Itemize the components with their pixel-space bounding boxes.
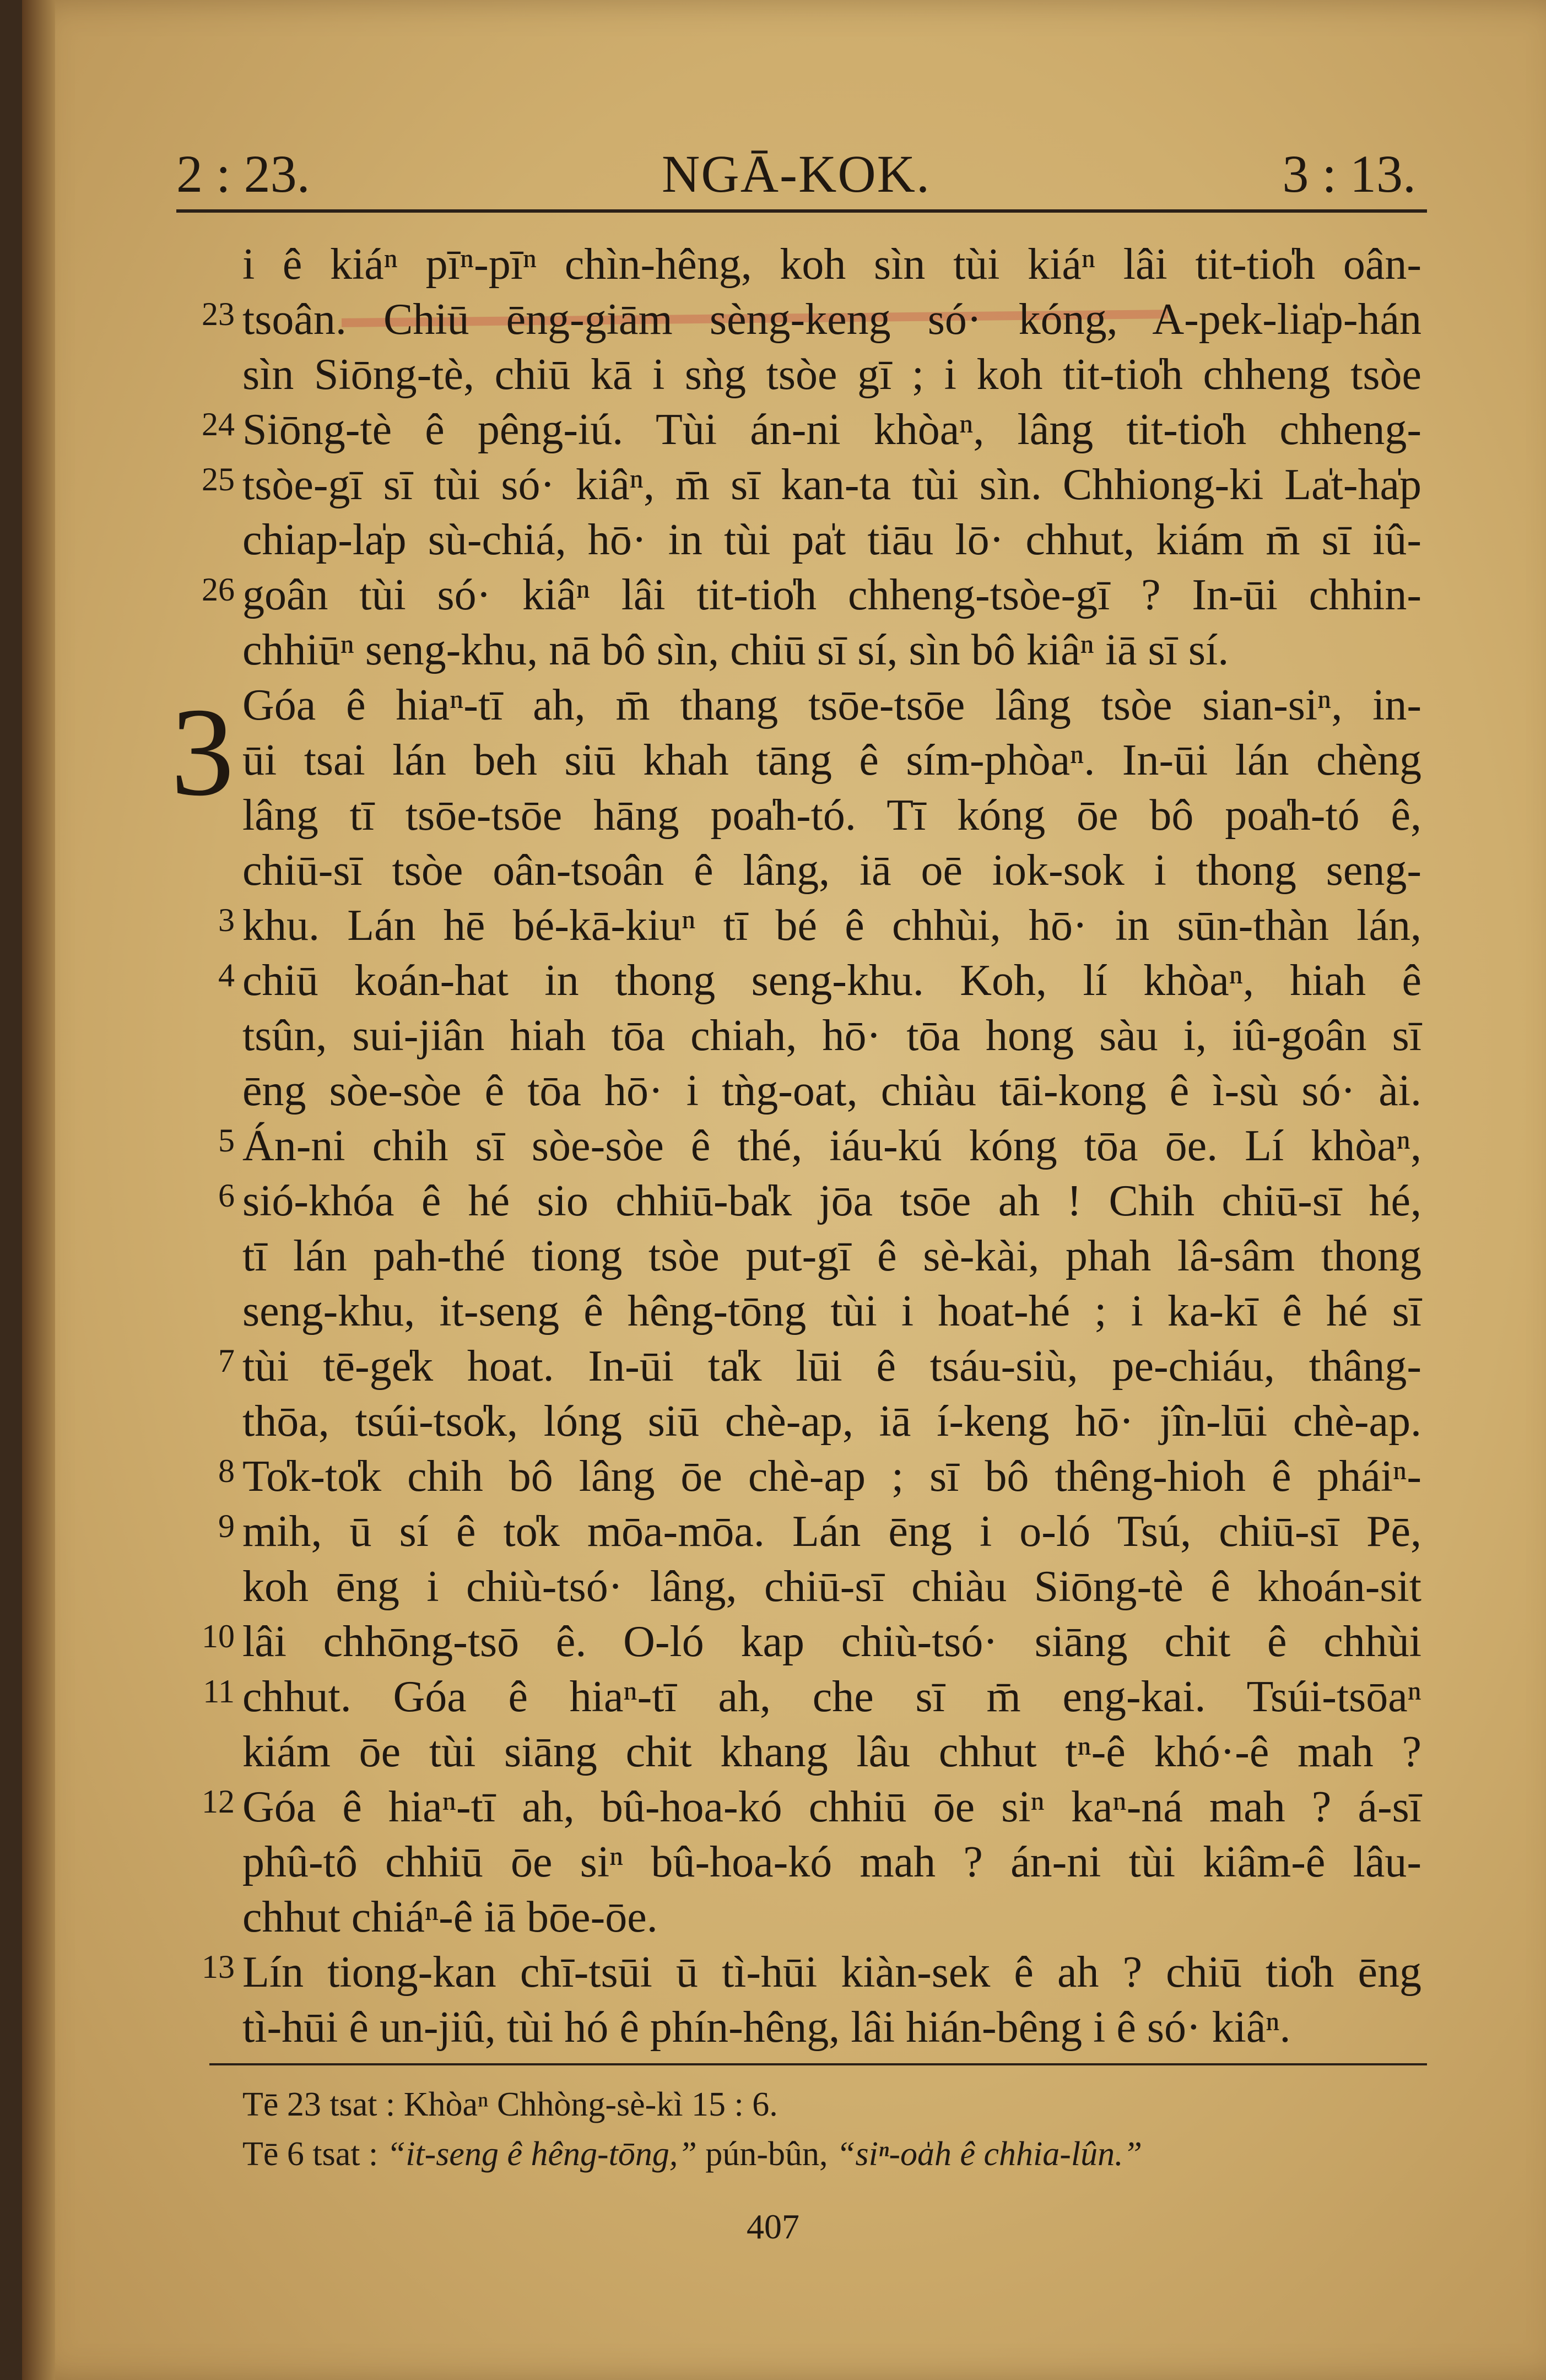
- header-right-reference: 3 : 13.: [1282, 144, 1416, 203]
- line-text: tùi tē-ge̍k hoat. In-ūi ta̍k lūi ê tsáu-siù, pe-chiáu, thâng-: [242, 1342, 1421, 1391]
- chapter-number: 3: [171, 681, 234, 822]
- text-line: [242, 733, 1421, 788]
- line-text: lâng tī tsōe-tsōe hāng poa̍h-tó. Tī kóng ōe bô poa̍h-tó ê,: [242, 791, 1421, 840]
- verse-number: 9: [218, 1508, 235, 1544]
- text-line: [242, 1724, 1421, 1779]
- line-text: tsòe-gī sī tùi só· kiâⁿ, m̄ sī kan-ta tùi sìn. Chhiong-ki La̍t-ha̍p: [242, 461, 1421, 509]
- line-text: Góa ê hiaⁿ-tī ah, bû-hoa-kó chhiū ōe siⁿ kaⁿ-ná mah ? á-sī: [242, 1783, 1421, 1831]
- text-line: [202, 292, 1421, 347]
- line-text: goân tùi só· kiâⁿ lâi tit-tio̍h chheng-tsòe-gī ? In-ūi chhin-: [242, 571, 1421, 619]
- line-text: chiū koán-hat in thong seng-khu. Koh, lí khòaⁿ, hiah ê: [242, 956, 1421, 1005]
- line-text: tì-hūi ê un-jiû, tùi hó ê phín-hêng, lâi hián-bêng i ê só· kiâⁿ.: [242, 2003, 1291, 2052]
- verse-number: 12: [202, 1783, 235, 1820]
- line-text: phû-tô chhiū ōe siⁿ bû-hoa-kó mah ? án-ni tùi kiâm-ê lâu-: [242, 1838, 1421, 1886]
- footnote-1: [242, 2080, 1421, 2129]
- verse-number: 5: [218, 1122, 235, 1159]
- line-text: chiū-sī tsòe oân-tsoân ê lâng, iā oē iok-sok i thong seng-: [242, 846, 1421, 895]
- line-text: tī lán pah-thé tiong tsòe put-gī ê sè-kài, phah lâ-sâm thong: [242, 1232, 1421, 1280]
- line-text: Án-ni chih sī sòe-sòe ê thé, iáu-kú kóng tōa ōe. Lí khòaⁿ,: [242, 1122, 1421, 1170]
- line-text: chhut chiáⁿ-ê iā bōe-ōe.: [242, 1893, 658, 1941]
- text-line: [242, 1008, 1421, 1063]
- text-line: [202, 402, 1421, 457]
- footnote-rule: [209, 2063, 1427, 2065]
- text-line: [242, 1229, 1421, 1284]
- line-text: tsûn, sui-jiân hiah tōa chiah, hō· tōa hong sàu i, iû-goân sī: [242, 1012, 1421, 1060]
- verse-number: 11: [203, 1673, 235, 1710]
- line-text: i ê kiáⁿ pīⁿ-pīⁿ chìn-hêng, koh sìn tùi kiáⁿ lâi tit-tio̍h oân-: [242, 240, 1421, 289]
- verse-number: 6: [218, 1177, 235, 1214]
- text-line: [218, 1504, 1421, 1559]
- verse-number: 25: [202, 461, 235, 497]
- line-text: sìn Siōng-tè, chiū kā i sǹg tsòe gī ; i koh tit-tio̍h chheng tsòe: [242, 350, 1421, 399]
- header-rule: [176, 209, 1427, 213]
- footnote-2-quote-2: “siⁿ-oa̍h ê chhia-lûn.”: [836, 2135, 1143, 2173]
- line-text: Siōng-tè ê pêng-iú. Tùi án-ni khòaⁿ, lâng tit-tio̍h chheng-: [242, 405, 1421, 454]
- text-line: [202, 1614, 1421, 1669]
- text-line: [218, 1449, 1421, 1504]
- text-line: [242, 1559, 1421, 1614]
- verse-number: 3: [218, 902, 235, 938]
- line-text: mih, ū sí ê to̍k mōa-mōa. Lán ēng i o-ló Tsú, chiū-sī Pē,: [242, 1507, 1421, 1556]
- verse-number: 10: [202, 1618, 235, 1654]
- text-line: [202, 457, 1421, 512]
- verse-number: 13: [202, 1949, 235, 1985]
- text-line: [242, 512, 1421, 567]
- running-header: [176, 132, 1416, 204]
- line-text: tsoân. Chiū ēng-giām sèng-keng só· kóng, A-pek-lia̍p-hán: [242, 295, 1421, 344]
- text-line: [218, 1339, 1421, 1394]
- verse-number: 8: [218, 1453, 235, 1489]
- text-line: [242, 1063, 1421, 1118]
- verse-number: 7: [218, 1343, 235, 1379]
- text-line: [242, 1284, 1421, 1339]
- text-line: [242, 1890, 1421, 1945]
- page-number: 407: [747, 2207, 799, 2246]
- text-line: [242, 788, 1421, 843]
- text-line: [218, 953, 1421, 1008]
- line-text: chiap-la̍p sù-chiá, hō· in tùi pa̍t tiāu lō· chhut, kiám m̄ sī iû-: [242, 516, 1421, 564]
- line-text: khu. Lán hē bé-kā-kiuⁿ tī bé ê chhùi, hō· in sūn-thàn lán,: [242, 901, 1421, 950]
- footnote-2-mid: pún-bûn,: [696, 2135, 836, 2173]
- verse-number: 4: [218, 957, 235, 993]
- line-text: thōa, tsúi-tso̍k, lóng siū chè-ap, iā í-keng hō· jîn-lūi chè-ap.: [242, 1397, 1421, 1446]
- text-line: [242, 1394, 1421, 1449]
- line-text: lâi chhōng-tsō ê. O-ló kap chiù-tsó· siāng chit ê chhùi: [242, 1618, 1421, 1666]
- footnote-2: [242, 2129, 1421, 2179]
- footnote-2-prefix: Tē 6 tsat :: [242, 2135, 387, 2173]
- line-text: chhut. Góa ê hiaⁿ-tī ah, che sī m̄ eng-kai. Tsúi-tsōaⁿ: [242, 1673, 1421, 1721]
- footnote-1-text: Tē 23 tsat : Khòaⁿ Chhòng-sè-kì 15 : 6.: [242, 2086, 778, 2123]
- line-text: seng-khu, it-seng ê hêng-tōng tùi i hoat-hé ; i ka-kī ê hé sī: [242, 1287, 1421, 1335]
- scripture-text: [202, 237, 1421, 2055]
- text-line: [242, 347, 1421, 402]
- text-line: [242, 2000, 1421, 2055]
- line-text: Góa ê hiaⁿ-tī ah, m̄ thang tsōe-tsōe lâng tsòe sian-siⁿ, in-: [242, 681, 1421, 729]
- verse-number: 26: [202, 571, 235, 608]
- line-text: Lín tiong-kan chī-tsūi ū tì-hūi kiàn-sek ê ah ? chiū tio̍h ēng: [242, 1948, 1421, 1997]
- line-text: koh ēng i chiù-tsó· lâng, chiū-sī chiàu Siōng-tè ê khoán-sit: [242, 1562, 1421, 1611]
- line-text: To̍k-to̍k chih bô lâng ōe chè-ap ; sī bô thêng-hioh ê pháiⁿ-: [242, 1452, 1421, 1501]
- text-line: [202, 1779, 1421, 1835]
- text-line: [203, 1669, 1421, 1724]
- header-title: NGĀ-KOK.: [662, 144, 931, 203]
- text-line: [242, 678, 1421, 733]
- text-line: [218, 1173, 1421, 1229]
- line-text: chhiūⁿ seng-khu, nā bô sìn, chiū sī sí, sìn bô kiâⁿ iā sī sí.: [242, 626, 1229, 674]
- footnote-2-quote-1: “it-seng ê hêng-tōng,”: [386, 2135, 697, 2173]
- verse-number: 23: [202, 296, 235, 332]
- footnotes: [242, 2080, 1421, 2179]
- line-text: kiám ōe tùi siāng chit khang lâu chhut tⁿ-ê khó·-ê mah ?: [242, 1728, 1421, 1776]
- text-line: [218, 898, 1421, 953]
- text-line: [218, 1118, 1421, 1173]
- text-line: [242, 623, 1421, 678]
- text-line: [242, 843, 1421, 898]
- line-text: ēng sòe-sòe ê tōa hō· i tǹg-oat, chiàu tāi-kong ê ì-sù só· ài.: [242, 1067, 1421, 1115]
- book-gutter: [22, 0, 55, 2380]
- line-text: ūi tsai lán beh siū khah tāng ê sím-phòaⁿ. In-ūi lán chèng: [242, 736, 1421, 785]
- text-line: [202, 1945, 1421, 2000]
- header-left-reference: 2 : 23.: [176, 144, 310, 203]
- line-text: sió-khóa ê hé sio chhiū-ba̍k jōa tsōe ah ! Chih chiū-sī hé,: [242, 1177, 1421, 1225]
- verse-number: 24: [202, 406, 235, 442]
- text-line: [242, 1835, 1421, 1890]
- text-line: [242, 237, 1421, 292]
- text-line: [202, 567, 1421, 623]
